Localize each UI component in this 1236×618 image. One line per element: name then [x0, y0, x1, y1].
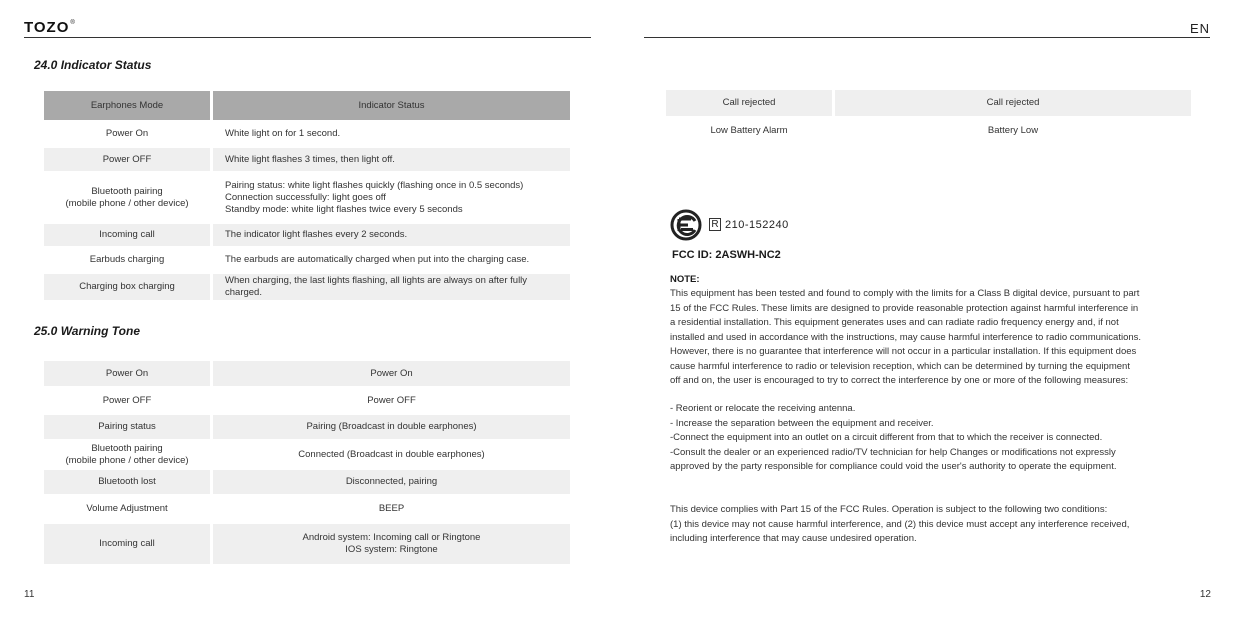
- paragraph-line: - Increase the separation between the equipment and receiver.: [670, 417, 934, 429]
- status-text: Standby mode: white light flashes twice every 5 seconds: [225, 203, 463, 215]
- table-row: [666, 119, 1191, 143]
- paragraph-line: approved by the party responsible for compliance could void the user's authority to operate the equipment.: [670, 461, 1117, 472]
- fcc-id: FCC ID: 2ASWH-NC2: [672, 249, 781, 261]
- status-text: charged.: [225, 287, 262, 298]
- status-cell: [213, 249, 570, 271]
- mode-text: Power On: [105, 367, 149, 379]
- table-row: [44, 361, 570, 386]
- mode-cell: Call rejected: [666, 90, 832, 116]
- paragraph-line: off and on, the user is encouraged to try to correct the interference by one or more of the following measures:: [670, 375, 1129, 386]
- status-text: White light on for 1 second.: [225, 128, 341, 139]
- table-row: [44, 274, 570, 300]
- tone-cell: [213, 524, 570, 564]
- table-row: [44, 470, 570, 494]
- paragraph-line: However, there is no guarantee that interference will not occur in a particular installation. If this equipment does: [670, 346, 1137, 357]
- mode-cell: [44, 470, 210, 494]
- mode-cell: [44, 389, 210, 412]
- brand-name: TOZO: [24, 19, 70, 36]
- mode-cell: [44, 274, 210, 300]
- status-cell: [213, 274, 570, 300]
- mode-cell: [44, 123, 210, 145]
- paragraph-line: -Consult the dealer or an experienced radio/TV technician for help Changes or modifications not expressly: [670, 446, 1116, 458]
- paragraph-line: This equipment has been tested and found to comply with the limits for a Class B digital device, pursuant to part: [670, 288, 1140, 299]
- mode-text: Bluetooth pairing: [91, 442, 163, 454]
- mode-text: Power On: [105, 128, 149, 139]
- mode-text: (mobile phone / other device): [65, 454, 189, 466]
- mode-text: Bluetooth pairing: [91, 185, 163, 197]
- language-label: EN: [1189, 21, 1210, 36]
- warning-tone-table-continued: [666, 90, 1191, 146]
- header-rule: [24, 37, 591, 38]
- status-cell: [213, 224, 570, 246]
- table-row: [666, 90, 1191, 116]
- fcc-paragraph-compliance: [670, 287, 1178, 389]
- mode-text: Pairing status: [98, 421, 156, 432]
- status-text: White light flashes 3 times, then light off.: [225, 153, 395, 165]
- paragraph-line: (1) this device may not cause harmful interference, and (2) this device must accept any interference received,: [670, 518, 1130, 530]
- mode-text: Volume Adjustment: [86, 503, 168, 514]
- paragraph-line: 15 of the FCC Rules. These limits are designed to provide reasonable protection against harmful interference in: [670, 302, 1139, 314]
- tone-text: Connected (Broadcast in double earphones): [298, 448, 485, 460]
- tone-cell: [213, 415, 570, 439]
- header-indicator-status: Indicator Status: [213, 91, 570, 120]
- tone-cell: Battery Low: [987, 125, 1039, 136]
- mode-cell: Low Battery Alarm: [710, 125, 788, 136]
- fcc-paragraph-conditions: [670, 503, 1178, 547]
- table-row: [44, 389, 570, 412]
- status-text: The indicator light flashes every 2 seconds.: [225, 229, 408, 240]
- table-row: [44, 524, 570, 564]
- tone-text: Power OFF: [367, 394, 416, 406]
- paragraph-line: cause harmful interference to radio or television reception, which can be determined by turning the equipment: [670, 360, 1130, 372]
- fcc-paragraph-measures: [670, 402, 1178, 475]
- table-header-row: [44, 91, 570, 120]
- table-row: [44, 249, 570, 271]
- tone-cell: Call rejected: [835, 90, 1191, 116]
- mode-cell: [44, 442, 210, 467]
- mode-cell: [44, 224, 210, 246]
- brand-logo: [24, 19, 76, 36]
- mode-cell: [44, 361, 210, 386]
- brand-trademark: ®: [70, 20, 76, 26]
- tone-text: Pairing (Broadcast in double earphones): [306, 421, 477, 432]
- paragraph-line: a residential installation. This equipment generates uses and can radiate radio frequency energy and, if not: [670, 317, 1119, 328]
- tone-text: IOS system: Ringtone: [345, 544, 438, 555]
- mode-cell: [44, 497, 210, 521]
- indicator-section-title: 24.0 Indicator Status: [34, 58, 152, 72]
- mode-text: Incoming call: [99, 229, 155, 240]
- indicator-table: [44, 91, 570, 303]
- note-title: NOTE:: [670, 274, 700, 285]
- mode-text: Power OFF: [102, 153, 152, 165]
- table-row: [44, 148, 570, 171]
- table-row: [44, 497, 570, 521]
- mode-cell: [44, 415, 210, 439]
- mode-text: Bluetooth lost: [98, 476, 156, 487]
- mode-text: Power OFF: [102, 394, 152, 406]
- table-row: [44, 174, 570, 221]
- right-page: [618, 0, 1236, 618]
- status-text: The earbuds are automatically charged when put into the charging case.: [225, 254, 530, 265]
- mode-cell: [44, 174, 210, 221]
- paragraph-line: - Reorient or relocate the receiving antenna.: [670, 403, 856, 414]
- paragraph-line: installed and used in accordance with the instructions, may cause harmful interference to radio communications.: [670, 331, 1142, 343]
- table-row: [44, 415, 570, 439]
- mode-text: (mobile phone / other device): [65, 197, 189, 209]
- tone-text: Power On: [370, 367, 413, 379]
- tone-cell: [213, 497, 570, 521]
- tone-cell: [213, 470, 570, 494]
- page-number-right: 12: [1199, 589, 1211, 600]
- fcc-logo-icon: [670, 209, 702, 241]
- mode-text: Charging box charging: [79, 281, 175, 292]
- page-number-left: 11: [24, 589, 35, 600]
- tone-cell: [213, 361, 570, 386]
- tone-text: Android system: Incoming call or Ringtone: [302, 532, 481, 543]
- tone-cell: [213, 389, 570, 412]
- mode-cell: [44, 249, 210, 271]
- warning-tone-table: [44, 361, 570, 567]
- warning-section-title: 25.0 Warning Tone: [34, 324, 141, 338]
- tone-text: BEEP: [378, 503, 405, 514]
- status-text: When charging, the last lights flashing, all lights are always on after fully: [225, 275, 528, 286]
- paragraph-line: This device complies with Part 15 of the FCC Rules. Operation is subject to the following two conditions:: [670, 504, 1108, 515]
- tone-text: Disconnected, pairing: [345, 476, 438, 487]
- mode-cell: [44, 148, 210, 171]
- registered-mark-icon: R: [709, 218, 721, 231]
- table-row: [44, 123, 570, 145]
- status-cell: [213, 174, 570, 221]
- status-cell: [213, 123, 570, 145]
- paragraph-line: -Connect the equipment into an outlet on a circuit different from that to which the receiver is connected.: [670, 432, 1103, 443]
- paragraph-line: including interference that may cause undesired operation.: [670, 533, 917, 544]
- status-text: Connection successfully: light goes off: [225, 191, 386, 203]
- table-row: [44, 442, 570, 467]
- table-row: [44, 224, 570, 246]
- status-text: Pairing status: white light flashes quickly (flashing once in 0.5 seconds): [225, 179, 524, 191]
- mode-cell: [44, 524, 210, 564]
- header-rule: [644, 37, 1210, 38]
- registration-number: 210-152240: [725, 219, 789, 231]
- mode-text: Incoming call: [99, 538, 155, 549]
- mode-text: Earbuds charging: [89, 254, 165, 265]
- status-cell: [213, 148, 570, 171]
- tone-cell: [213, 442, 570, 467]
- header-earphones-mode: Earphones Mode: [44, 91, 210, 120]
